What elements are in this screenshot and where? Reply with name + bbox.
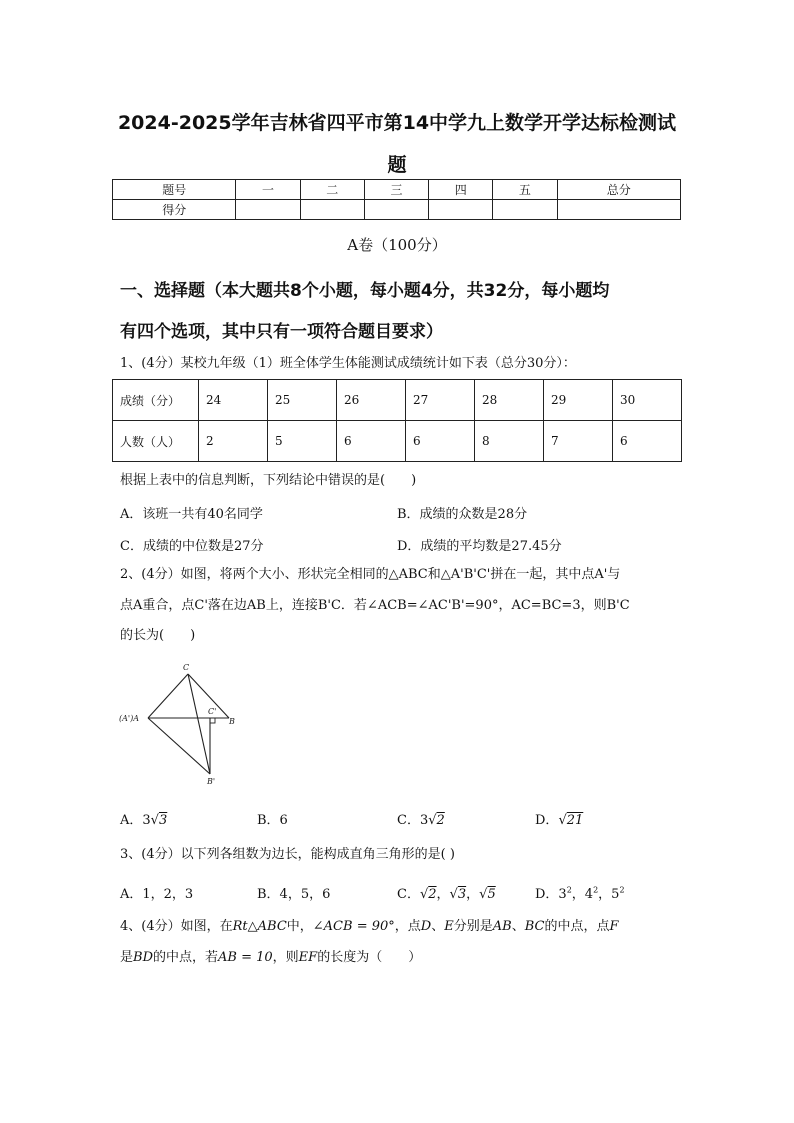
segment-bprime-c: [188, 674, 210, 774]
exam-title-line2: 题: [387, 154, 407, 176]
q2-option-c-prefix: C．3: [397, 813, 429, 828]
q4-math-rt: Rt△ABC: [232, 919, 287, 934]
q1-cell: 2: [199, 421, 268, 462]
q3-d-mid1: ，4: [571, 887, 594, 902]
q1-cell: 7: [544, 421, 613, 462]
q4-text: 的中点，若: [153, 950, 219, 965]
q2-line1: 2、(4分）如图，将两个大小、形状完全相同的△ABC和△A'B'C'拼在一起，其中点A'与: [120, 567, 621, 582]
q4-text: 是: [120, 950, 134, 965]
score-header-cell: 题号: [113, 180, 236, 200]
q1-option-b: B．成绩的众数是28分: [397, 507, 528, 522]
q1-option-d: D．成绩的平均数是27.45分: [397, 539, 562, 554]
q1-stem: 1、(4分）某校九年级（1）班全体学生体能测试成绩统计如下表（总分30分）：: [120, 356, 576, 371]
sqrt-sign: √: [428, 813, 437, 828]
q3-c-radicand-2: 3: [457, 887, 467, 902]
q4-text: 中，: [286, 919, 313, 934]
q3-option-c: [397, 883, 496, 902]
section1-heading-line1: 一、选择题（本大题共8个小题，每小题4分，共32分，每小题均: [120, 281, 610, 301]
q4-text: 、: [511, 919, 525, 934]
score-table-score-row: [113, 200, 681, 220]
score-header-cell: 四: [429, 180, 493, 200]
segment-ac: [148, 674, 188, 718]
q2-option-b: B．6: [257, 813, 288, 828]
score-header-cell: 一: [236, 180, 300, 200]
q1-table-row-count: [113, 421, 682, 462]
score-header-cell: 二: [300, 180, 364, 200]
q3-d-mid2: ，5: [598, 887, 620, 902]
segment-ab-prime: [148, 718, 210, 774]
q1-cell: 26: [337, 380, 406, 421]
score-cell: [493, 200, 557, 220]
score-header-cell: 三: [364, 180, 428, 200]
right-angle-mark: [210, 718, 215, 723]
q2-option-a-prefix: A．3: [120, 813, 151, 828]
score-cell: [429, 200, 493, 220]
q1-data-table: [112, 379, 682, 462]
section1-heading-line2: 有四个选项，其中只有一项符合题目要求）: [120, 322, 443, 342]
q3-option-a: A．1，2，3: [120, 887, 194, 902]
q4-text: ，点: [394, 919, 421, 934]
q1-cell: 29: [544, 380, 613, 421]
q1-cell: 30: [613, 380, 682, 421]
exam-title-line1: 2024-2025学年吉林省四平市第14中学九上数学开学达标检测试: [117, 112, 677, 134]
q1-row2-label: 人数（人）: [113, 421, 199, 462]
q1-cell: 28: [475, 380, 544, 421]
sqrt-sign: √: [449, 887, 458, 902]
q4-text: 4、(4分）如图，在: [120, 919, 233, 934]
comma: ，: [466, 887, 480, 902]
q4-text: 的中点，点: [544, 919, 610, 934]
q4-math-angle: ∠ACB = 90°: [312, 919, 395, 934]
q1-cell: 5: [268, 421, 337, 462]
q3-c-radicand-3: 5: [487, 887, 496, 902]
score-header-cell: 五: [493, 180, 557, 200]
q2-line3: 的长为( ): [120, 628, 196, 643]
q4-line1: [120, 919, 685, 935]
q4-text: 分别是: [453, 919, 493, 934]
label-c: C: [183, 663, 190, 672]
score-cell: [236, 200, 300, 220]
score-cell: [557, 200, 680, 220]
q3-option-d: [535, 883, 625, 902]
exponent: 2: [619, 885, 625, 895]
label-a: (A')A: [119, 714, 139, 723]
score-row-label: 得分: [113, 200, 236, 220]
sqrt-sign: √: [479, 887, 488, 902]
label-b: B: [229, 717, 235, 726]
q1-option-c: C．成绩的中位数是27分: [120, 539, 264, 554]
volume-heading: A卷（100分）: [347, 236, 447, 254]
q4-math-ab: AB: [492, 919, 512, 934]
q4-math-bc: BC: [524, 919, 545, 934]
q3-d-prefix: D．3: [535, 887, 567, 902]
q1-option-a: A．该班一共有40名同学: [120, 507, 263, 522]
exponent: 2: [566, 885, 572, 895]
q2-option-c: [397, 809, 445, 828]
q1-prompt: 根据上表中的信息判断，下列结论中错误的是( ): [120, 473, 417, 488]
q1-cell: 6: [337, 421, 406, 462]
q2-option-a-radicand: 3: [158, 813, 168, 828]
q1-cell: 6: [406, 421, 475, 462]
q4-math-d: D: [420, 919, 432, 934]
label-c-prime: C': [208, 707, 217, 716]
sqrt-sign: √: [419, 887, 429, 902]
q4-text: 、: [431, 919, 445, 934]
q4-math-cond: AB = 10: [218, 950, 273, 965]
q2-option-d-radicand: 21: [566, 813, 584, 828]
score-header-cell: 总分: [557, 180, 680, 200]
label-b-prime: B': [207, 777, 216, 786]
q4-math-ef: EF: [298, 950, 318, 965]
q4-text: 的长度为（ ）: [317, 950, 422, 965]
q3-option-c-prefix: C．: [397, 887, 420, 902]
score-table-header-row: [113, 180, 681, 200]
q4-line2: [120, 950, 685, 966]
q2-line2: 点A重合，点C'落在边AB上，连接B'C．若∠ACB=∠AC'B'=90°，AC=BC=3，则B'C: [120, 598, 630, 613]
sqrt-sign: √: [558, 813, 567, 828]
q1-row1-label: 成绩（分）: [113, 380, 199, 421]
q2-option-d-prefix: D．: [535, 813, 559, 828]
q1-cell: 6: [613, 421, 682, 462]
q1-cell: 25: [268, 380, 337, 421]
q1-cell: 8: [475, 421, 544, 462]
q4-math-bd: BD: [133, 950, 153, 965]
q3-c-radicand-1: 2: [428, 887, 437, 902]
exponent: 2: [593, 885, 599, 895]
q2-triangle-figure: [112, 660, 252, 790]
score-table: [112, 179, 681, 220]
q3-stem: 3、(4分）以下列各组数为边长，能构成直角三角形的是( ): [120, 847, 455, 862]
q4-math-f: F: [609, 919, 619, 934]
q1-table-row-score: [113, 380, 682, 421]
q4-text: ，则: [272, 950, 299, 965]
score-cell: [364, 200, 428, 220]
q4-math-e: E: [444, 919, 454, 934]
sqrt-sign: √: [150, 813, 159, 828]
q2-option-d: [535, 809, 583, 828]
q2-option-a: [120, 809, 167, 828]
q3-option-b: B．4，5，6: [257, 887, 331, 902]
score-cell: [300, 200, 364, 220]
q2-option-c-radicand: 2: [436, 813, 445, 828]
comma: ，: [436, 887, 450, 902]
q1-cell: 24: [199, 380, 268, 421]
q1-cell: 27: [406, 380, 475, 421]
